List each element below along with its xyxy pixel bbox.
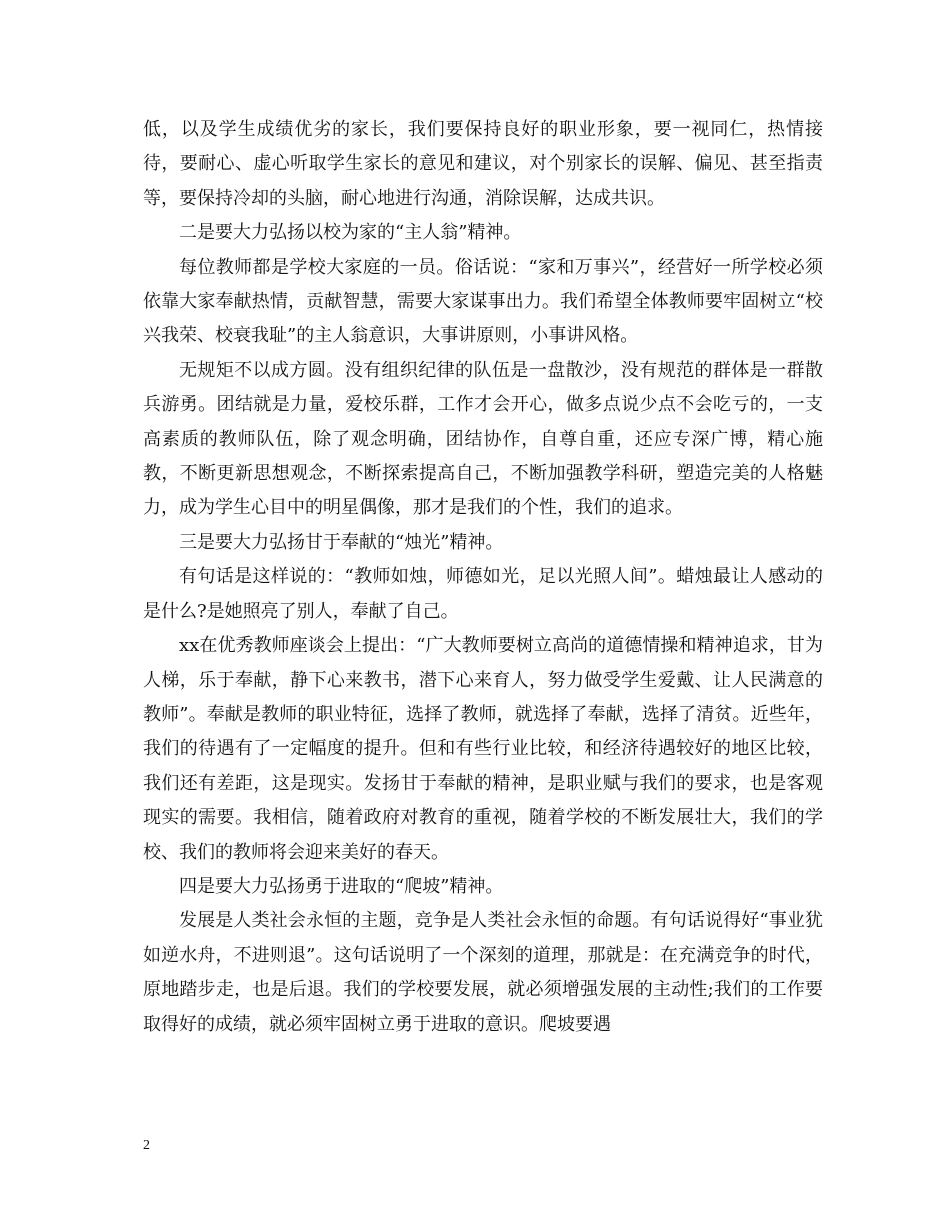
body-paragraph: 二是要大力弘扬以校为家的“主人翁”精神。 [179,222,522,244]
body-paragraph: 无规矩不以成方圆。没有组织纪律的队伍是一盘散沙，没有规范的群体是一群散兵游勇。团结就是力量，爱校乐群，工作才会开心，做多点说少点不会吃亏的，一支高素质的教师队伍，除了观念明确，团结协作，自尊自重，还应专深广博，精心施教，不断更新思想观念，不断探索提高自己，不断加强教学科研，塑造完美的人格魅力，成为学生心目中的明星偶像，那才是我们的个性，我们的追求。 [143,359,823,519]
body-paragraph: 每位教师都是学校大家庭的一员。俗话说：“家和万事兴”，经营好一所学校必须依靠大家奉献热情，贡献智慧，需要大家谋事出力。我们希望全体教师要牢固树立“校兴我荣、校衰我耻”的主人翁意识，大事讲原则，小事讲风格。 [143,256,823,347]
body-paragraph: 低，以及学生成绩优劣的家长，我们要保持良好的职业形象，要一视同仁，热情接待，要耐心、虚心听取学生家长的意见和建议，对个别家长的误解、偏见、甚至指责等，要保持冷却的头脑，耐心地进行沟通，消除误解，达成共识。 [143,119,823,209]
body-paragraph: 有句话是这样说的：“教师如烛，师德如光，足以光照人间”。蜡烛最让人感动的是什么?是她照亮了别人，奉献了自己。 [143,566,823,622]
page-number: 2 [143,1138,150,1153]
body-paragraph: 发展是人类社会永恒的主题，竞争是人类社会永恒的命题。有句话说得好“事业犹如逆水舟，不进则退”。这句话说明了一个深刻的道理，那就是：在充满竞争的时代，原地踏步走，也是后退。我们的学校要发展，就必须增强发展的主动性;我们的工作要取得好的成绩，就必须牢固树立勇于进取的意识。爬坡要遇 [143,910,823,1035]
body-paragraph: 三是要大力弘扬甘于奉献的“烛光”精神。 [179,531,504,553]
body-paragraph: 四是要大力弘扬勇于进取的“爬坡”精神。 [179,875,504,897]
body-paragraph: xx在优秀教师座谈会上提出：“广大教师要树立高尚的道德情操和精神追求，甘为人梯，乐于奉献，静下心来教书，潜下心来育人，努力做受学生爱戴、让人民满意的教师”。奉献是教师的职业特征，选择了教师，就选择了奉献，选择了清贫。近些年，我们的待遇有了一定幅度的提升。但和有些行业比较，和经济待遇较好的地区比较，我们还有差距，这是现实。发扬甘于奉献的精神，是职业赋与我们的要求，也是客观现实的需要。我相信，随着政府对教育的重视，随着学校的不断发展壮大，我们的学校、我们的教师将会迎来美好的春天。 [143,635,823,863]
document-body [143,113,823,1042]
